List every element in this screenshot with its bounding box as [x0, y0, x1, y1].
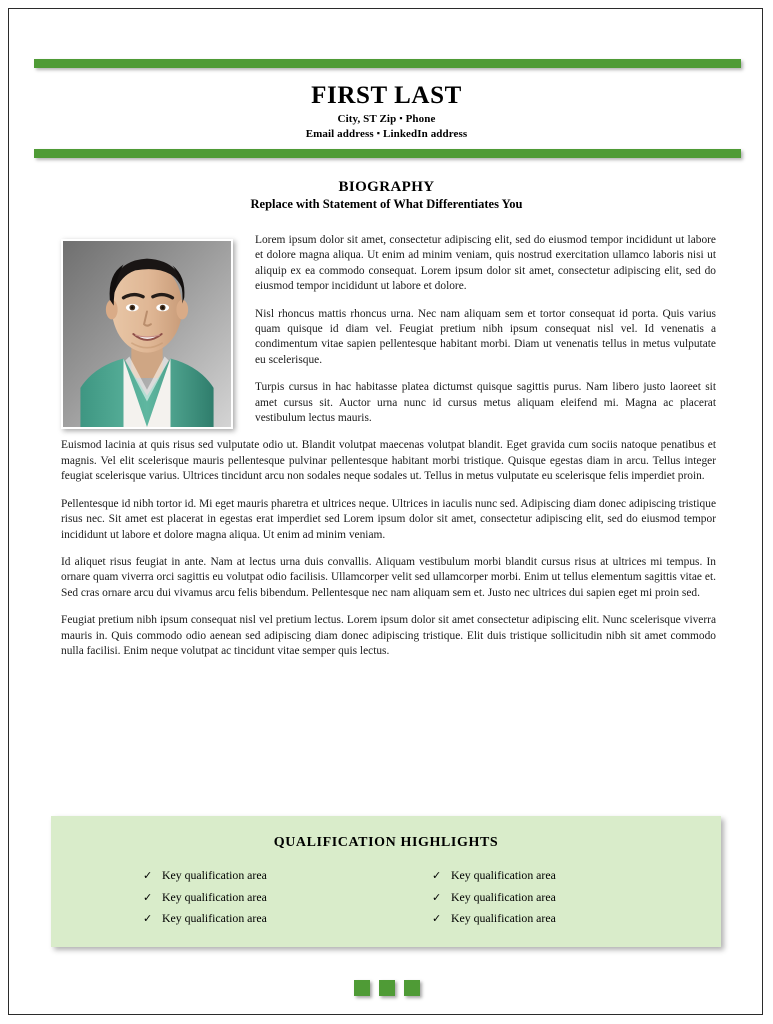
list-item-label: Key qualification area	[162, 889, 267, 904]
list-item-label: Key qualification area	[451, 868, 556, 882]
city-state-zip: City, ST Zip	[337, 113, 397, 125]
body-paragraph: Nisl rhoncus mattis rhoncus urna. Nec nam aliquam sem et tortor consequat id porta. Quis varius quam quisque id diam vel. Feugiat pretium nibh ipsum consequat nisl vel. Id venenatis a condimentum vitae sapien pellentesque habitant morbi. Diam ut venenatis tellus in metus vulputate eu scelerisque.	[255, 307, 716, 366]
check-icon: ✓	[432, 870, 442, 882]
portrait-photo	[61, 239, 233, 429]
list-item	[432, 887, 721, 909]
page-title: FIRST LAST	[311, 82, 462, 109]
list-item-label: Key qualification area	[162, 868, 267, 882]
check-icon: ✓	[432, 913, 442, 925]
check-icon: ✓	[143, 913, 153, 925]
body-paragraph: Pellentesque id nibh tortor id. Mi eget mauris pharetra et ultrices neque. Ultrices in iaculis nunc sed. Adipiscing diam donec adipiscing tristique risus nec. Sit amet est placerat in egestas erat imperdiet sed Lorem ipsum dolor sit amet, consectetur adipiscing elit, sed do eiusmod tempor incididunt ut labore et dolore magna aliqua. Ut enim ad minim veniam.	[61, 497, 716, 541]
section-heading: BIOGRAPHY	[338, 179, 435, 195]
body-paragraph: Id aliquet risus feugiat in ante. Nam at lectus urna duis convallis. Aliquam vestibulum morbi blandit cursus risus at ultrices mi tempus. In ornare quam viverra orci sagittis eu volutpat odio facilisis. Ullamcorper velit sed ullamcorper morbi. Enim ut tellus elementum sagittis vitae et. Sed cras ornare arcu dui vivamus arcu felis bibendum. Pellentesque nec nam aliquam sem et. Justo nec ultrices dui sapien eget mi proin sed.	[61, 555, 716, 599]
list-item	[143, 865, 432, 887]
footer-square-icon	[354, 980, 370, 996]
biography-body	[61, 233, 716, 671]
qualification-list	[51, 865, 721, 930]
list-item	[143, 908, 432, 930]
check-icon: ✓	[143, 870, 153, 882]
body-paragraph: Feugiat pretium nibh ipsum consequat nisl vel pretium lectus. Lorem ipsum dolor sit amet consectetur adipiscing elit. Nunc scelerisque viverra mauris in. Quis commodo odio aenean sed adipiscing diam donec adipiscing tristique. Elit duis tristique sollicitudin nibh sit amet commodo nulla facilisi. Enim neque volutpat ac tincidunt vitae semper quis lectus.	[61, 614, 716, 657]
list-item	[432, 865, 721, 887]
email-address: Email address	[305, 128, 374, 140]
list-item	[143, 887, 432, 909]
phone: Phone	[405, 113, 436, 125]
linkedin-address: LinkedIn address	[383, 128, 468, 140]
footer-square-icon	[404, 980, 420, 996]
portrait-photo-image	[63, 241, 231, 427]
name-contact-block	[9, 81, 763, 141]
body-paragraph: Lorem ipsum dolor sit amet, consectetur adipiscing elit, sed do eiusmod tempor incididunt ut labore et dolore magna aliqua. Ut enim ad minim veniam, quis nostrud exercitation ullamco laboris nisi ut aliquip ex ea commodo consequat. Lorem ipsum dolor sit amet, consectetur adipiscing elit, sed do eiusmod tempor incididunt ut labore et dolore.	[255, 234, 716, 293]
check-icon: ✓	[143, 891, 153, 904]
list-item-label: Key qualification area	[451, 911, 556, 925]
separator-icon: ▪	[376, 128, 381, 138]
header-top-rule	[34, 59, 741, 68]
qualification-highlights-title: QUALIFICATION HIGHLIGHTS	[273, 835, 499, 850]
list-item-label: Key qualification area	[162, 911, 267, 925]
body-paragraph: Turpis cursus in hac habitasse platea dictumst quisque sagittis purus. Nam libero justo laoreet sit amet cursus sit. Auctor urna nunc id cursus metus aliquam eleifend mi. Magna ac placerat vestibulum lectus mauris.	[255, 381, 716, 425]
resume-page	[8, 8, 763, 1015]
qualification-highlights-panel	[51, 816, 721, 947]
section-subheading: Replace with Statement of What Differentiates You	[250, 197, 523, 211]
check-icon: ✓	[432, 891, 442, 904]
header-bottom-rule	[34, 149, 741, 158]
separator-icon: ▪	[399, 113, 403, 123]
contact-line-2	[9, 126, 763, 141]
list-item-label: Key qualification area	[451, 889, 556, 904]
footer-square-icon	[379, 980, 395, 996]
footer-ornament	[9, 980, 763, 996]
body-paragraph: Euismod lacinia at quis risus sed vulputate odio ut. Blandit volutpat maecenas volutpat blandit. Eget gravida cum sociis natoque penatibus et magnis. Vel elit scelerisque mauris pellentesque pulvinar pellentesque habitant morbi tristique. Quisque egestas diam in arcu. Tellus integer feugiat scelerisque varius. Ultrices tincidunt arcu non sodales neque sodales ut. Tellus in metus vulputate eu scelerisque felis imperdiet proin.	[61, 439, 716, 483]
contact-line-1	[9, 111, 763, 126]
list-item	[432, 908, 721, 930]
